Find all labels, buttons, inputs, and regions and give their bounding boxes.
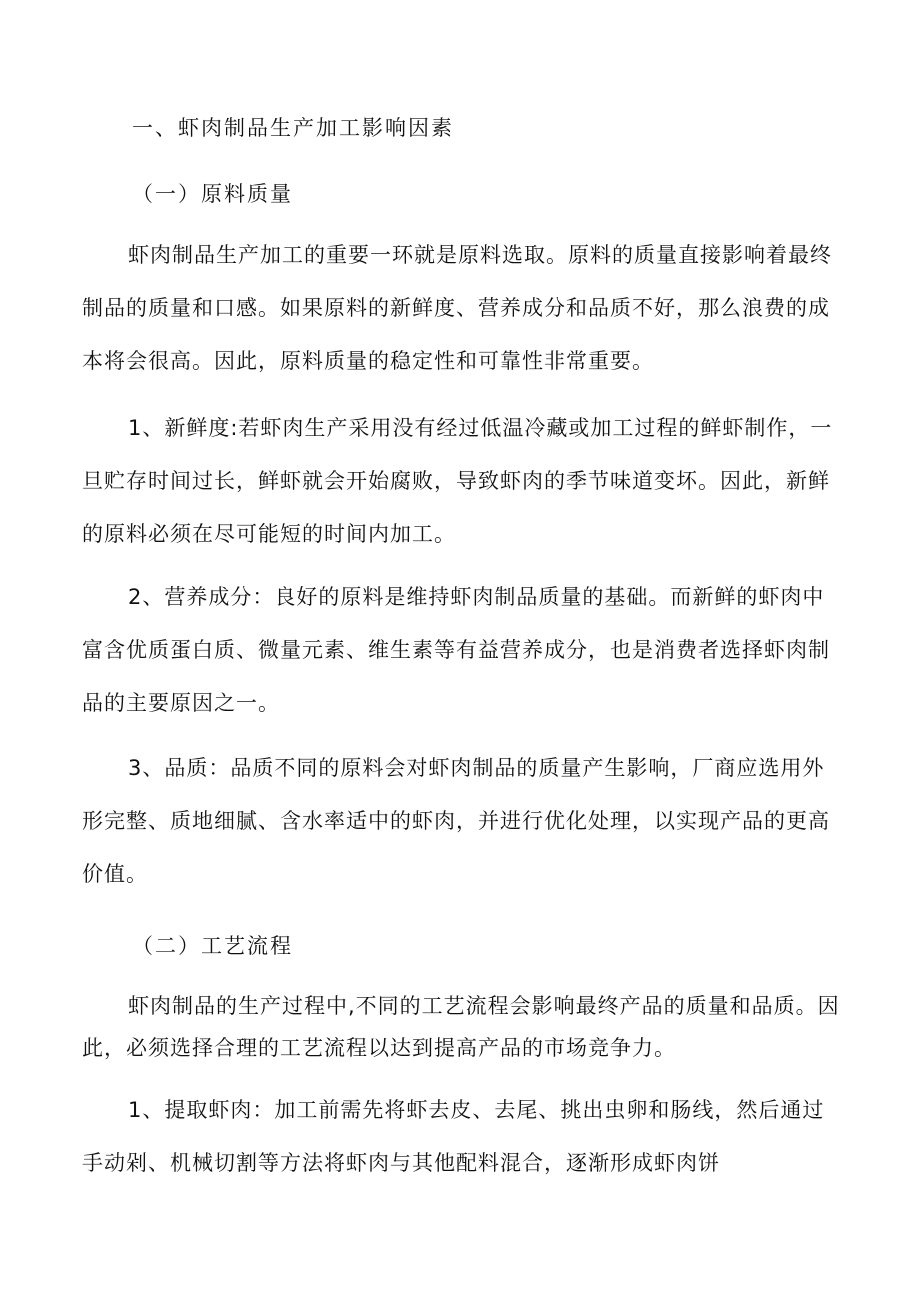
paragraph-process-intro: 虾肉制品的生产过程中,不同的工艺流程会影响最终产品的质量和品质。因此，必须选择合理的工艺流程以达到提高产品的市场竞争力。 xyxy=(82,994,840,1060)
list-item-freshness: 1、新鲜度:若虾肉生产采用没有经过低温冷藏或加工过程的鲜虾制作，一旦贮存时间过长，鲜虾就会开始腐败，导致虾肉的季节味道变坏。因此，新鲜的原料必须在尽可能短的时间内加工。 xyxy=(82,416,833,546)
subsection-heading-raw-material: （一）原料质量 xyxy=(132,182,293,206)
paragraph-raw-material-intro: 虾肉制品生产加工的重要一环就是原料选取。原料的质量直接影响着最终制品的质量和口感。如果原料的新鲜度、营养成分和品质不好，那么浪费的成本将会很高。因此，原料质量的稳定性和可靠性非常重要。 xyxy=(82,243,832,373)
list-item-nutrition: 2、营养成分：良好的原料是维持虾肉制品质量的基础。而新鲜的虾肉中富含优质蛋白质、微量元素、维生素等有益营养成分，也是消费者选择虾肉制品的主要原因之一。 xyxy=(82,585,830,715)
list-item-extract-shrimp: 1、提取虾肉：加工前需先将虾去皮、去尾、挑出虫卵和肠线，然后通过手动剁、机械切割等方法将虾肉与其他配料混合，逐渐形成虾肉饼 xyxy=(82,1098,825,1175)
subsection-heading-process: （二）工艺流程 xyxy=(132,934,293,958)
list-item-quality: 3、品质：品质不同的原料会对虾肉制品的质量产生影响，厂商应选用外形完整、质地细腻、含水率适中的虾肉，并进行优化处理，以实现产品的更高价值。 xyxy=(82,756,830,886)
section-heading: 一、虾肉制品生产加工影响因素 xyxy=(132,116,454,140)
